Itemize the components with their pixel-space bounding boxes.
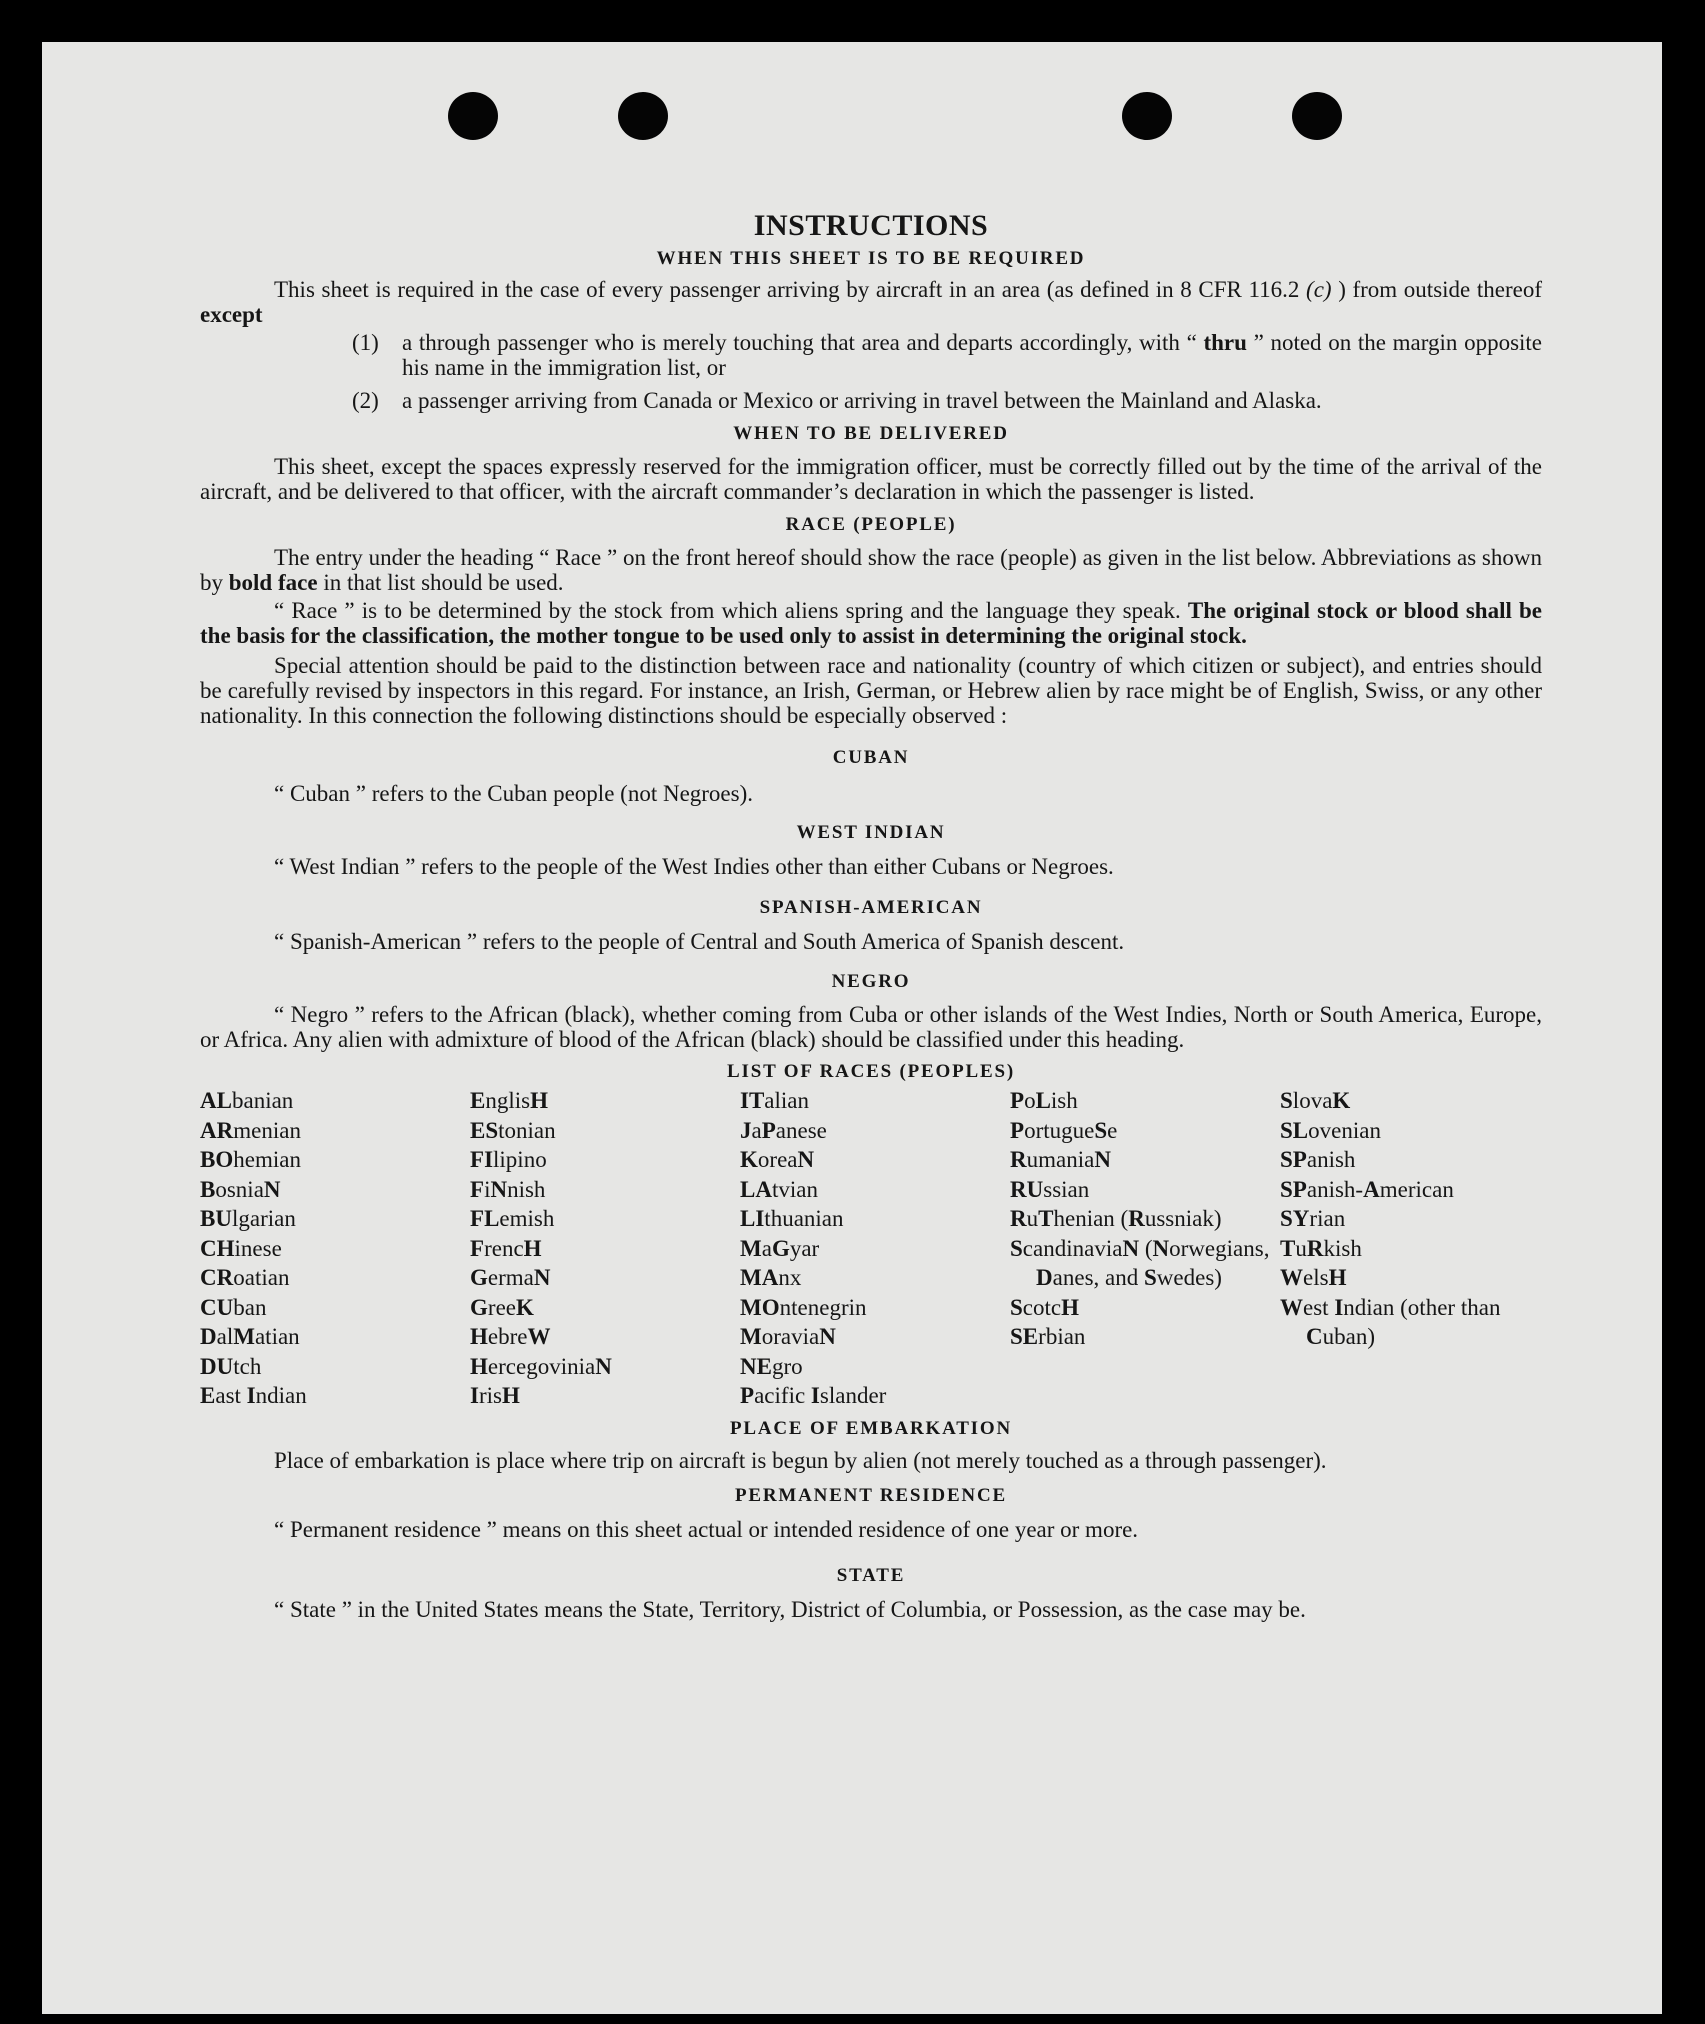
west-indian-text: “ West Indian ” refers to the people of the West Indies other than either Cubans or Negroes. (274, 854, 1114, 879)
race-entry: EStonian (470, 1117, 556, 1143)
permanent-residence-text: “ Permanent residence ” means on this sheet actual or intended residence of one year or more. (274, 1516, 1139, 1542)
punch-hole (1292, 92, 1342, 140)
race-entry: FIlipino (470, 1147, 547, 1172)
race-entry: ITalian (740, 1088, 810, 1113)
heading-spanish-american: SPANISH-AMERICAN (759, 897, 983, 918)
race-entry: DalMatian (200, 1324, 300, 1349)
race-entry: BUlgarian (200, 1206, 296, 1231)
race-entry: CHinese (200, 1235, 282, 1261)
negro-text: “ Negro ” refers to the African (black), whether coming from Cuba or other islands of the West Indies, North or South America, Europe, or Africa. Any alien with admixture of blood of the African (black) should be classified under this heading. (200, 1002, 1542, 1052)
race-entry: SlovaK (1280, 1088, 1351, 1113)
race-entry: FrencH (470, 1235, 542, 1261)
race-entry: MoraviaN (740, 1324, 836, 1349)
place-of-embarkation-text: Place of embarkation is place where trip on aircraft is begun by alien (not merely touched as a through passenger). (274, 1447, 1327, 1473)
races-list (200, 1086, 1542, 1411)
races-column (1010, 1086, 1280, 1411)
race-entry: MOntenegrin (740, 1294, 867, 1320)
race-entry: HercegoviniaN (470, 1353, 612, 1379)
race-entry: ScotcH (1010, 1294, 1080, 1320)
heading-place-of-embarkation: PLACE OF EMBARKATION (730, 1417, 1012, 1439)
exception-item-1: (1) a through passenger who is merely touching that area and departs accordingly, with “ thru ” noted on the margin opposite his name in the immigration list, or (352, 330, 1543, 380)
heading-when-delivered: WHEN TO BE DELIVERED (733, 423, 1009, 444)
race-entry: DUtch (200, 1353, 262, 1379)
race-entry: ScandinaviaN (Norwegians, Danes, and Swedes) (1010, 1235, 1270, 1290)
heading-state: STATE (836, 1564, 906, 1586)
race-entry: RumaniaN (1010, 1147, 1111, 1172)
heading-race: RACE (PEOPLE) (785, 514, 957, 535)
race-paragraph-1: The entry under the heading “ Race ” on the front hereof should show the race (people) as given in the list below. Abbreviations as shown by bold face in that list should be used. (200, 545, 1542, 595)
heading-list-of-races: LIST OF RACES (PEOPLES) (727, 1061, 1015, 1082)
race-entry: HebreW (470, 1324, 551, 1349)
heading-west-indian: WEST INDIAN (796, 822, 946, 843)
when-delivered-text: This sheet, except the spaces expressly reserved for the immigration officer, must be correctly filled out by the time of the arrival of the aircraft, and be delivered to that officer, with the aircraft commander’s declaration in which the passenger is listed. (200, 454, 1542, 504)
race-entry: FLemish (470, 1206, 555, 1231)
exception-item-2: (2) a passenger arriving from Canada or Mexico or arriving in travel between the Mainland and Alaska. (352, 388, 1322, 413)
race-entry: CUban (200, 1294, 267, 1320)
race-entry: PortugueSe (1010, 1117, 1118, 1143)
race-entry: SLovenian (1280, 1117, 1381, 1143)
race-entry: WelsH (1280, 1265, 1347, 1290)
races-column (200, 1086, 470, 1411)
race-entry: IrisH (470, 1383, 520, 1408)
spanish-american-text: “ Spanish-American ” refers to the people of Central and South America of Spanish descent. (274, 929, 1125, 954)
races-column (740, 1086, 1010, 1411)
race-paragraph-3: Special attention should be paid to the distinction between race and nationality (country of which citizen or subject), and entries should be carefully revised by inspectors in this regard. For instance, an Irish, German, or Hebrew alien by race might be of English, Swiss, or any other nationality. In this connection the following distinctions should be especially observed : (200, 653, 1542, 728)
race-entry: KoreaN (740, 1147, 815, 1172)
race-entry: MAnx (740, 1265, 802, 1290)
punch-hole (448, 92, 498, 140)
page-title: INSTRUCTIONS (753, 209, 989, 242)
race-entry: ARmenian (200, 1117, 301, 1143)
race-entry: BOhemian (200, 1147, 301, 1172)
document-page (42, 42, 1662, 2014)
race-entry: East Indian (200, 1383, 307, 1408)
race-entry: MaGyar (740, 1235, 820, 1261)
race-entry: RUssian (1010, 1176, 1090, 1202)
race-entry: NEgro (740, 1353, 803, 1379)
race-entry: SYrian (1280, 1206, 1346, 1231)
race-entry: PoLish (1010, 1088, 1078, 1113)
state-text: “ State ” in the United States means the State, Territory, District of Columbia, or Possession, as the case may be. (274, 1596, 1306, 1622)
race-entry: SPanish (1280, 1147, 1356, 1172)
heading-permanent-residence: PERMANENT RESIDENCE (735, 1484, 1007, 1506)
race-entry: FiNnish (470, 1176, 546, 1202)
instructions-content (200, 168, 1542, 1622)
race-entry: LIthuanian (740, 1206, 844, 1231)
race-entry: ALbanian (200, 1088, 294, 1113)
when-required-text: This sheet is required in the case of every passenger arriving by aircraft in an area (as defined in 8 CFR 116.2 (c) ) from outside thereof except (200, 277, 1543, 327)
race-entry: GermaN (470, 1265, 551, 1290)
race-entry: BosniaN (200, 1176, 281, 1202)
race-entry: West Indian (other than Cuban) (1280, 1294, 1501, 1349)
cuban-text: “ Cuban ” refers to the Cuban people (not Negroes). (274, 781, 754, 806)
heading-negro: NEGRO (831, 971, 911, 992)
race-entry: RuThenian (Russniak) (1010, 1206, 1222, 1231)
race-entry: EnglisH (470, 1088, 548, 1113)
race-entry: JaPanese (740, 1117, 827, 1143)
race-entry: SErbian (1010, 1324, 1086, 1349)
heading-when-required: WHEN THIS SHEET IS TO BE REQUIRED (656, 248, 1086, 269)
races-column (470, 1086, 740, 1411)
heading-cuban: CUBAN (832, 747, 910, 768)
races-column (1280, 1086, 1542, 1411)
race-entry: LAtvian (740, 1176, 818, 1202)
punch-hole (1122, 92, 1172, 140)
race-entry: Pacific Islander (740, 1383, 887, 1408)
race-entry: SPanish-American (1280, 1176, 1454, 1202)
race-paragraph-2: “ Race ” is to be determined by the stock from which aliens spring and the language they speak. The original stock or blood shall be the basis for the classification, the mother tongue to be used only to assist in determining the original stock. (200, 598, 1543, 648)
race-entry: GreeK (470, 1294, 534, 1320)
race-entry: TuRkish (1280, 1235, 1362, 1261)
punch-hole (618, 92, 668, 140)
race-entry: CRoatian (200, 1265, 290, 1290)
